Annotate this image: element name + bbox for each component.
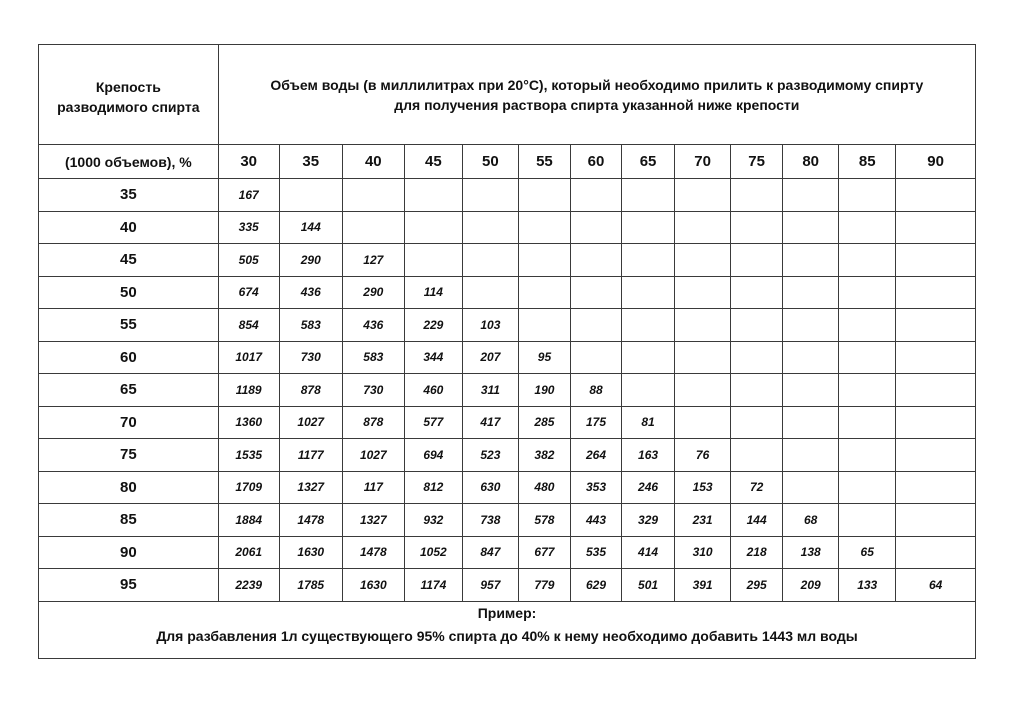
source-strength-label: 90: [39, 536, 218, 569]
water-volume-cell: 72: [731, 471, 783, 504]
water-volume-cell: [839, 374, 896, 407]
example-title: Пример:: [477, 605, 537, 621]
table-row: [39, 309, 975, 342]
water-volume-cell: 1327: [279, 471, 342, 504]
water-volume-cell: 1535: [218, 439, 279, 472]
water-volume-cell: 677: [518, 536, 570, 569]
water-volume-cell: 878: [279, 374, 342, 407]
water-volume-cell: [622, 341, 675, 374]
source-strength-label: 35: [39, 179, 218, 212]
water-volume-cell: [839, 276, 896, 309]
strength-column-header: [39, 45, 218, 145]
water-volume-cell: [675, 341, 731, 374]
water-volume-cell: 1785: [279, 569, 342, 602]
water-volume-cell: 1327: [342, 504, 404, 537]
water-volume-cell: [570, 341, 621, 374]
target-strength-header: 85: [839, 145, 896, 179]
water-volume-cell: 229: [404, 309, 462, 342]
water-volume-cell: [896, 179, 975, 212]
target-strength-header: 40: [342, 145, 404, 179]
water-volume-cell: 290: [279, 244, 342, 277]
water-volume-cell: [896, 406, 975, 439]
target-strength-header: 90: [896, 145, 975, 179]
water-volume-cell: 878: [342, 406, 404, 439]
water-volume-cell: [896, 504, 975, 537]
water-volume-cell: 207: [462, 341, 518, 374]
source-strength-label: 70: [39, 406, 218, 439]
water-volume-cell: 1630: [279, 536, 342, 569]
source-strength-label: 55: [39, 309, 218, 342]
water-volume-cell: [675, 276, 731, 309]
water-volume-cell: 1189: [218, 374, 279, 407]
water-volume-cell: 674: [218, 276, 279, 309]
water-volume-cell: [783, 471, 839, 504]
dilution-table-sheet: [38, 44, 976, 659]
water-volume-cell: 847: [462, 536, 518, 569]
water-volume-cell: [675, 374, 731, 407]
water-volume-cell: [675, 179, 731, 212]
source-strength-label: 80: [39, 471, 218, 504]
water-volume-cell: [570, 211, 621, 244]
water-volume-cell: 1478: [279, 504, 342, 537]
target-strength-header: 30: [218, 145, 279, 179]
water-volume-cell: 353: [570, 471, 621, 504]
water-volume-cell: 1017: [218, 341, 279, 374]
water-volume-cell: [279, 179, 342, 212]
target-strength-header-row: [39, 145, 975, 179]
water-volume-cell: [896, 211, 975, 244]
water-volume-cell: 285: [518, 406, 570, 439]
water-volume-cell: [839, 211, 896, 244]
water-volume-cell: [518, 179, 570, 212]
water-volume-cell: [896, 439, 975, 472]
water-volume-cell: [342, 211, 404, 244]
water-volume-cell: 190: [518, 374, 570, 407]
water-volume-cell: 81: [622, 406, 675, 439]
water-volume-cell: 153: [675, 471, 731, 504]
water-volume-cell: [731, 374, 783, 407]
source-strength-label: 75: [39, 439, 218, 472]
water-volume-cell: [839, 341, 896, 374]
water-volume-cell: 1884: [218, 504, 279, 537]
water-volume-cell: [404, 211, 462, 244]
water-volume-cell: 167: [218, 179, 279, 212]
water-volume-cell: 812: [404, 471, 462, 504]
water-volume-cell: [783, 309, 839, 342]
target-strength-header: 75: [731, 145, 783, 179]
water-volume-cell: [731, 179, 783, 212]
water-volume-cell: 95: [518, 341, 570, 374]
water-volume-cell: [675, 211, 731, 244]
water-volume-cell: [839, 309, 896, 342]
water-volume-cell: [570, 179, 621, 212]
table-row: [39, 179, 975, 212]
water-volume-cell: [783, 341, 839, 374]
water-volume-cell: 290: [342, 276, 404, 309]
water-volume-cell: [731, 276, 783, 309]
water-volume-cell: 1177: [279, 439, 342, 472]
water-volume-cell: [896, 471, 975, 504]
source-strength-label: 45: [39, 244, 218, 277]
target-strength-header: 60: [570, 145, 621, 179]
target-strength-header: 80: [783, 145, 839, 179]
water-volume-cell: [622, 179, 675, 212]
water-volume-cell: [783, 276, 839, 309]
water-volume-cell: 730: [342, 374, 404, 407]
water-volume-cell: [896, 309, 975, 342]
water-volume-cell: [783, 374, 839, 407]
water-volume-cell: [622, 244, 675, 277]
left-label-line2: разводимого спирта: [57, 98, 200, 115]
water-volume-cell: [404, 244, 462, 277]
water-volume-cell: 523: [462, 439, 518, 472]
water-volume-cell: [839, 439, 896, 472]
water-volume-cell: 1360: [218, 406, 279, 439]
water-volume-cell: [622, 309, 675, 342]
water-volume-cell: 480: [518, 471, 570, 504]
water-volume-cell: 583: [342, 341, 404, 374]
water-volume-cell: 738: [462, 504, 518, 537]
water-volume-cell: [570, 244, 621, 277]
water-volume-cell: [896, 276, 975, 309]
water-volume-cell: 175: [570, 406, 621, 439]
water-volume-cell: 138: [783, 536, 839, 569]
source-strength-label: 40: [39, 211, 218, 244]
water-volume-cell: 854: [218, 309, 279, 342]
water-volume-cell: [731, 244, 783, 277]
water-volume-cell: 335: [218, 211, 279, 244]
water-volume-cell: 957: [462, 569, 518, 602]
target-strength-header: 70: [675, 145, 731, 179]
table-row: [39, 211, 975, 244]
water-volume-cell: [462, 179, 518, 212]
water-volume-cell: 630: [462, 471, 518, 504]
water-volume-cell: [675, 406, 731, 439]
water-volume-cell: [570, 276, 621, 309]
water-volume-cell: 88: [570, 374, 621, 407]
water-volume-cell: 117: [342, 471, 404, 504]
water-volume-cell: [783, 439, 839, 472]
water-volume-cell: [622, 374, 675, 407]
water-volume-cell: 344: [404, 341, 462, 374]
water-volume-cell: 1630: [342, 569, 404, 602]
water-volume-cell: 295: [731, 569, 783, 602]
water-volume-cell: 501: [622, 569, 675, 602]
table-row: [39, 536, 975, 569]
water-volume-cell: [622, 211, 675, 244]
water-volume-cell: 218: [731, 536, 783, 569]
water-volume-cell: [839, 179, 896, 212]
title-row: [39, 45, 975, 145]
water-volume-cell: 1027: [279, 406, 342, 439]
water-volume-cell: 577: [404, 406, 462, 439]
table-row: [39, 439, 975, 472]
water-volume-cell: 163: [622, 439, 675, 472]
water-volume-cell: 2239: [218, 569, 279, 602]
table-body: [39, 45, 975, 601]
water-volume-cell: [731, 211, 783, 244]
target-strength-header: 35: [279, 145, 342, 179]
water-volume-cell: 231: [675, 504, 731, 537]
target-strength-header: 65: [622, 145, 675, 179]
water-volume-cell: 127: [342, 244, 404, 277]
water-volume-cell: 1478: [342, 536, 404, 569]
water-volume-cell: 114: [404, 276, 462, 309]
water-volume-cell: [896, 374, 975, 407]
example-text: Для разбавления 1л существующего 95% спирта до 40% к нему необходимо добавить 1443 мл воды: [156, 628, 858, 644]
water-volume-cell: 133: [839, 569, 896, 602]
table-row: [39, 244, 975, 277]
water-volume-cell: 535: [570, 536, 621, 569]
water-volume-cell: 264: [570, 439, 621, 472]
water-volume-cell: [839, 504, 896, 537]
water-volume-cell: 443: [570, 504, 621, 537]
water-volume-cell: 629: [570, 569, 621, 602]
water-volume-cell: [622, 276, 675, 309]
example-section: [39, 593, 975, 658]
left-label-line1: Крепость: [95, 78, 161, 95]
water-volume-cell: [896, 536, 975, 569]
water-volume-cell: 417: [462, 406, 518, 439]
water-volume-cell: [518, 276, 570, 309]
water-volume-cell: [342, 179, 404, 212]
water-volume-cell: 578: [518, 504, 570, 537]
dilution-table: [39, 45, 975, 602]
water-volume-cell: 329: [622, 504, 675, 537]
water-volume-cell: [675, 309, 731, 342]
water-volume-cell: 144: [731, 504, 783, 537]
water-volume-cell: 209: [783, 569, 839, 602]
water-volume-cell: 583: [279, 309, 342, 342]
water-volume-cell: [783, 211, 839, 244]
water-volume-cell: [518, 244, 570, 277]
water-volume-cell: 391: [675, 569, 731, 602]
water-volume-cell: [731, 439, 783, 472]
water-volume-cell: 460: [404, 374, 462, 407]
unit-label: (1000 объемов), %: [39, 145, 218, 179]
water-volume-cell: 144: [279, 211, 342, 244]
water-volume-cell: [839, 244, 896, 277]
water-volume-cell: 103: [462, 309, 518, 342]
water-volume-cell: 414: [622, 536, 675, 569]
water-volume-cell: 311: [462, 374, 518, 407]
source-strength-label: 50: [39, 276, 218, 309]
water-volume-cell: 505: [218, 244, 279, 277]
water-volume-cell: [462, 276, 518, 309]
table-row: [39, 471, 975, 504]
water-volume-cell: [731, 406, 783, 439]
water-volume-cell: 246: [622, 471, 675, 504]
water-volume-cell: 1052: [404, 536, 462, 569]
water-volume-cell: [570, 309, 621, 342]
water-volume-cell: 382: [518, 439, 570, 472]
water-volume-cell: 694: [404, 439, 462, 472]
source-strength-label: 85: [39, 504, 218, 537]
water-volume-cell: [896, 341, 975, 374]
water-volume-cell: [462, 211, 518, 244]
water-volume-cell: 436: [279, 276, 342, 309]
table-row: [39, 276, 975, 309]
water-volume-cell: [404, 179, 462, 212]
water-volume-cell: [896, 244, 975, 277]
water-volume-cell: [783, 179, 839, 212]
target-strength-header: 45: [404, 145, 462, 179]
source-strength-label: 60: [39, 341, 218, 374]
main-title-line2: для получения раствора спирта указанной ниже крепости: [394, 96, 800, 113]
water-volume-cell: [783, 406, 839, 439]
table-row: [39, 341, 975, 374]
water-volume-cell: 436: [342, 309, 404, 342]
target-strength-header: 50: [462, 145, 518, 179]
water-volume-cell: 779: [518, 569, 570, 602]
water-volume-cell: [783, 244, 839, 277]
water-volume-cell: [731, 341, 783, 374]
main-title-line1: Объем воды (в миллилитрах при 20°C), который необходимо прилить к разводимому спирту: [270, 76, 924, 93]
water-volume-cell: 310: [675, 536, 731, 569]
source-strength-label: 95: [39, 569, 218, 602]
source-strength-label: 65: [39, 374, 218, 407]
table-row: [39, 406, 975, 439]
water-volume-cell: 76: [675, 439, 731, 472]
water-volume-cell: 68: [783, 504, 839, 537]
table-row: [39, 374, 975, 407]
water-volume-cell: [518, 211, 570, 244]
water-volume-cell: [839, 406, 896, 439]
water-volume-cell: 1027: [342, 439, 404, 472]
water-volume-cell: [675, 244, 731, 277]
table-row: [39, 504, 975, 537]
water-volume-cell: 1709: [218, 471, 279, 504]
water-volume-cell: 65: [839, 536, 896, 569]
water-volume-cell: 1174: [404, 569, 462, 602]
water-volume-cell: [731, 309, 783, 342]
water-volume-cell: 730: [279, 341, 342, 374]
water-volume-cell: [462, 244, 518, 277]
water-volume-cell: 932: [404, 504, 462, 537]
target-strength-header: 55: [518, 145, 570, 179]
water-volume-cell: 64: [896, 569, 975, 602]
water-volume-cell: [518, 309, 570, 342]
water-volume-header: [218, 45, 975, 145]
water-volume-cell: [839, 471, 896, 504]
water-volume-cell: 2061: [218, 536, 279, 569]
